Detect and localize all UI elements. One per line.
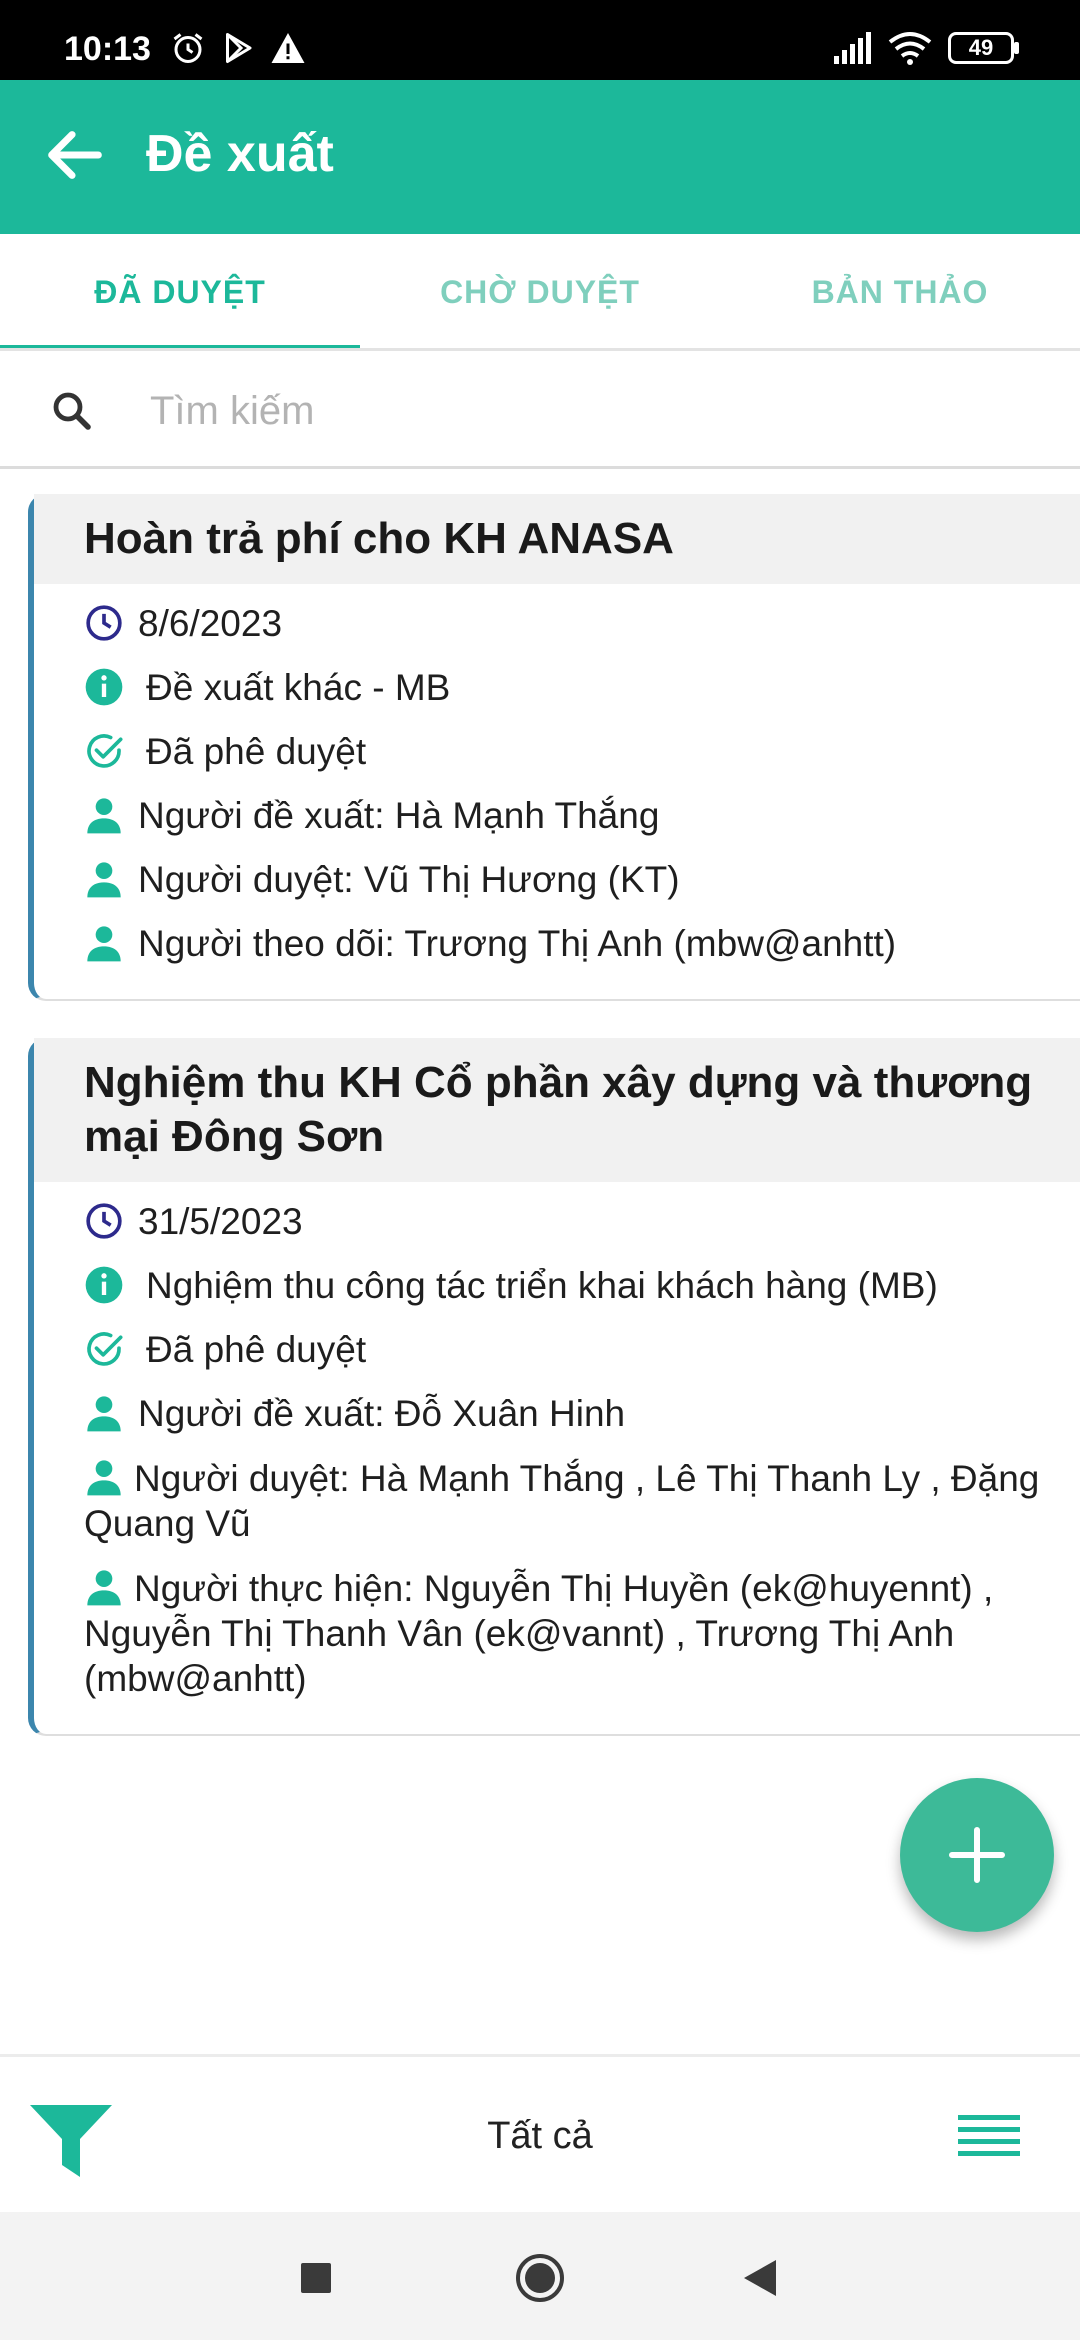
card-type: Nghiệm thu công tác triển khai khách hàng (MB) (146, 1265, 938, 1306)
bottom-filter-bar (0, 2054, 1080, 2212)
proposal-card[interactable] (28, 494, 1080, 1001)
status-time: 10:13 (64, 30, 151, 68)
proposal-card[interactable] (28, 1038, 1080, 1736)
card-status-row (84, 729, 1060, 774)
play-store-icon (220, 30, 256, 66)
card-status: Đã phê duyệt (146, 731, 367, 772)
app-bar (0, 80, 1080, 234)
tab-pending[interactable] (360, 234, 720, 350)
recents-icon[interactable] (284, 2246, 348, 2310)
card-executor: Người thực hiện: Nguyễn Thị Huyền (ek@huyennt) , Nguyễn Thị Thanh Vân (ek@vannt) , Trương Thị Anh (mbw@anhtt) (84, 1568, 994, 1699)
battery-level: 49 (968, 35, 994, 60)
clock-icon (84, 1201, 124, 1241)
card-type-row (84, 665, 1060, 710)
info-icon (84, 667, 124, 707)
person-icon (84, 1393, 124, 1433)
tab-label: CHỜ DUYỆT (440, 273, 640, 310)
filter-label[interactable]: Tất cả (487, 2115, 593, 2157)
card-approver-row (84, 857, 1060, 902)
person-icon (84, 795, 124, 835)
person-icon (84, 859, 124, 899)
tab-approved[interactable] (0, 234, 360, 350)
search-input[interactable] (150, 381, 1030, 441)
search-bar (0, 351, 1080, 469)
alarm-icon (170, 30, 206, 66)
clock-icon (84, 603, 124, 643)
card-proposer: Người đề xuất: Đỗ Xuân Hinh (138, 1393, 626, 1434)
card-executor-row (84, 1565, 1060, 1701)
card-type: Đề xuất khác - MB (146, 667, 451, 708)
plus-icon (947, 1825, 1007, 1885)
approved-check-icon (84, 1329, 124, 1369)
info-icon (84, 1265, 124, 1305)
page-title: Đề xuất (146, 125, 334, 183)
card-proposer: Người đề xuất: Hà Mạnh Thắng (138, 795, 660, 836)
approved-check-icon (84, 731, 124, 771)
tab-label: BẢN THẢO (811, 273, 989, 310)
add-proposal-button[interactable] (900, 1778, 1054, 1932)
card-type-row (84, 1263, 1060, 1308)
wifi-icon (888, 30, 932, 66)
warning-icon (270, 30, 306, 66)
card-date: 8/6/2023 (138, 603, 283, 644)
tab-label: ĐÃ DUYỆT (94, 273, 266, 310)
back-nav-icon[interactable] (728, 2246, 792, 2310)
card-date-row (84, 1199, 1060, 1244)
battery-icon (948, 32, 1014, 64)
card-follower-row (84, 921, 1060, 966)
tab-draft[interactable] (720, 234, 1080, 350)
card-proposer-row (84, 1391, 1060, 1436)
signal-icon (832, 30, 876, 66)
card-date-row (84, 601, 1060, 646)
card-title: Nghiệm thu KH Cổ phần xây dựng và thương mại Đông Sơn (34, 1038, 1080, 1182)
card-date: 31/5/2023 (138, 1201, 303, 1242)
search-icon (48, 387, 96, 435)
card-status: Đã phê duyệt (146, 1329, 367, 1370)
system-nav-bar (0, 2212, 1080, 2340)
card-proposer-row (84, 793, 1060, 838)
card-title: Hoàn trả phí cho KH ANASA (34, 494, 1080, 584)
person-icon (84, 923, 124, 963)
card-approver: Người duyệt: Vũ Thị Hương (KT) (138, 859, 680, 900)
person-icon (84, 1457, 124, 1497)
status-bar (0, 0, 1080, 80)
card-follower: Người theo dõi: Trương Thị Anh (mbw@anhtt) (138, 923, 897, 964)
list-menu-icon[interactable] (958, 2113, 1020, 2165)
card-approver: Người duyệt: Hà Mạnh Thắng , Lê Thị Thanh Ly , Đặng Quang Vũ (84, 1458, 1040, 1544)
battery-tip (1014, 42, 1019, 54)
back-arrow-icon[interactable] (40, 120, 110, 190)
person-icon (84, 1567, 124, 1607)
card-status-row (84, 1327, 1060, 1372)
home-icon[interactable] (508, 2246, 572, 2310)
card-approver-row (84, 1455, 1060, 1546)
tab-bar (0, 234, 1080, 350)
